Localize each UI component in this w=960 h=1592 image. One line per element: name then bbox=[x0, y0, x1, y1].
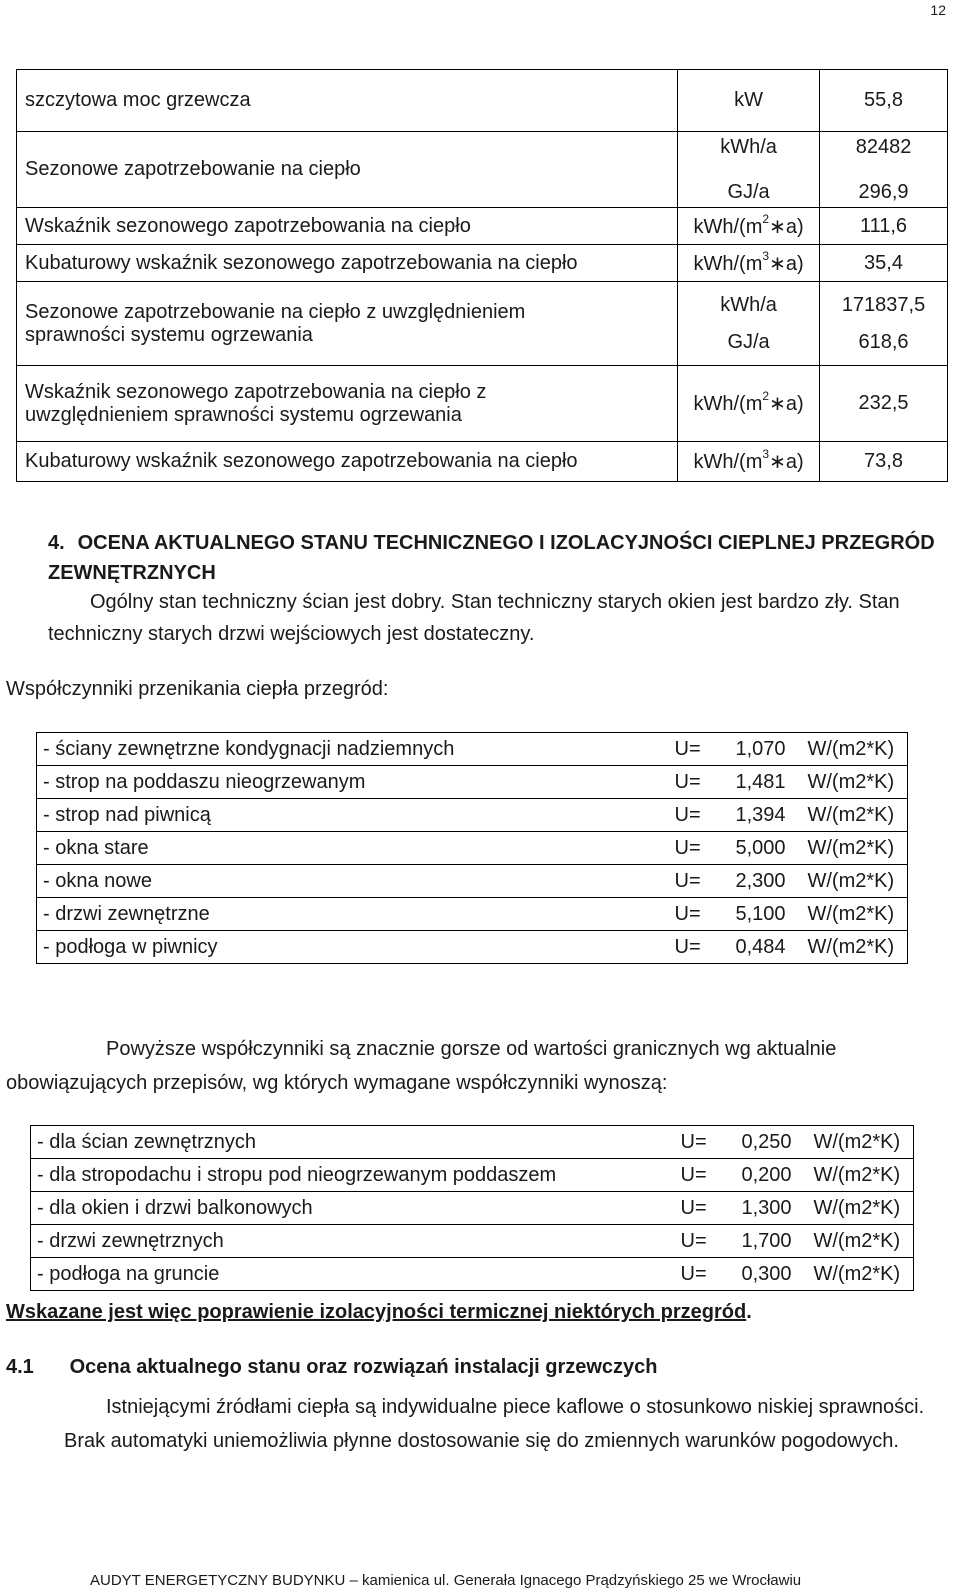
table-row bbox=[17, 70, 948, 132]
eq-sign: U= bbox=[674, 803, 701, 826]
coefficients-title: Współczynniki przenikania ciepła przegród: bbox=[6, 678, 389, 700]
eq-sign: U= bbox=[680, 1130, 707, 1153]
u-value: 1,394 bbox=[735, 803, 786, 826]
table-row bbox=[37, 733, 908, 766]
row-label: Kubaturowy wskaźnik sezonowego zapotrzebowania na ciepło bbox=[17, 245, 678, 282]
u-value: 1,481 bbox=[735, 770, 786, 793]
unit-1: kWh/a bbox=[720, 293, 777, 316]
u-unit: W/(m2*K) bbox=[807, 737, 895, 760]
row-label: - dla stropodachu i stropu pod nieogrzewanym poddaszem bbox=[37, 1163, 557, 1186]
table-row bbox=[17, 245, 948, 282]
section-title: OCENA AKTUALNEGO STANU TECHNICZNEGO I IZOLACYJNOŚCI CIEPLNEJ PRZEGRÓD ZEWNĘTRZNYCH bbox=[48, 532, 935, 584]
required-u-table bbox=[30, 1125, 914, 1291]
paragraph: Istniejącymi źródłami ciepła są indywidualne piece kaflowe o stosunkowo niskiej sprawności. Brak automatyki uniemożliwia płynne dostosowanie się do zmiennych warunków pogodowych. bbox=[64, 1396, 925, 1452]
row-value: 35,4 bbox=[820, 245, 948, 282]
eq-sign: U= bbox=[680, 1196, 707, 1219]
table-row bbox=[31, 1159, 914, 1192]
row-unit: kWh/$(m^3∗a)$ bbox=[678, 245, 820, 282]
table-row bbox=[17, 282, 948, 366]
row-label: - drzwi zewnętrzne bbox=[43, 902, 210, 925]
row-unit: kWh/$(m^3∗a)$ bbox=[678, 442, 820, 482]
u-value: 1,300 bbox=[741, 1196, 792, 1219]
table-row bbox=[31, 1258, 914, 1291]
row-label: szczytowa moc grzewcza bbox=[17, 70, 678, 132]
eq-sign: U= bbox=[674, 836, 701, 859]
value-2: 296,9 bbox=[858, 180, 909, 203]
row-value: 111,6 bbox=[820, 208, 948, 245]
current-u-table bbox=[36, 732, 908, 964]
section-heading: 4. OCENA AKTUALNEGO STANU TECHNICZNEGO I IZOLACYJNOŚCI CIEPLNEJ PRZEGRÓD ZEWNĘTRZNYCH bbox=[48, 532, 935, 584]
page-footer: AUDYT ENERGETYCZNY BUDYNKU – kamienica ul. Generała Ignacego Prądzyńskiego 25 we Wrocławiu bbox=[90, 1572, 802, 1589]
row-label: - dla okien i drzwi balkonowych bbox=[37, 1196, 313, 1219]
u-value: 0,250 bbox=[741, 1130, 792, 1153]
row-value bbox=[820, 282, 948, 366]
unit-1: kWh/a bbox=[720, 135, 777, 158]
row-value: 73,8 bbox=[820, 442, 948, 482]
table-row bbox=[31, 1225, 914, 1258]
u-unit: W/(m2*K) bbox=[807, 902, 895, 925]
value-1: 171837,5 bbox=[841, 293, 926, 316]
table-row bbox=[37, 832, 908, 865]
table-row bbox=[17, 366, 948, 442]
u-unit: W/(m2*K) bbox=[807, 836, 895, 859]
paragraph: Ogólny stan techniczny ścian jest dobry. Stan techniczny starych okien jest bardzo zły. Stan techniczny starych drzwi wejściowych jest dostateczny. bbox=[48, 591, 900, 645]
u-value: 0,300 bbox=[741, 1262, 792, 1285]
row-unit: kWh/$(m^2∗a)$ bbox=[678, 366, 820, 442]
row-label: - okna stare bbox=[43, 836, 149, 859]
table-row bbox=[31, 1126, 914, 1159]
eq-sign: U= bbox=[674, 869, 701, 892]
u-unit: W/(m2*K) bbox=[813, 1262, 901, 1285]
unit-2: GJ/a bbox=[727, 330, 770, 353]
row-unit: kWh/$(m^2∗a)$ bbox=[678, 208, 820, 245]
u-value: 1,070 bbox=[735, 737, 786, 760]
table-row bbox=[17, 132, 948, 208]
eq-sign: U= bbox=[674, 737, 701, 760]
table-row bbox=[37, 931, 908, 964]
row-label: - strop nad piwnicą bbox=[43, 803, 211, 826]
row-unit bbox=[678, 282, 820, 366]
row-unit bbox=[678, 132, 820, 208]
u-value: 0,200 bbox=[741, 1163, 792, 1186]
unit-2: GJ/a bbox=[727, 180, 770, 203]
u-unit: W/(m2*K) bbox=[807, 869, 895, 892]
table-row bbox=[37, 865, 908, 898]
u-unit: W/(m2*K) bbox=[813, 1229, 901, 1252]
paragraph: Powyższe współczynniki są znacznie gorsze od wartości granicznych wg aktualnie obowiązujących przepisów, wg których wymagane współczynniki wynoszą: bbox=[6, 1038, 837, 1094]
table-row bbox=[37, 766, 908, 799]
energy-demand-table bbox=[16, 69, 948, 482]
u-value: 2,300 bbox=[735, 869, 786, 892]
table-row bbox=[31, 1192, 914, 1225]
u-value: 5,100 bbox=[735, 902, 786, 925]
conclusion: Wskazane jest więc poprawienie izolacyjności termicznej niektórych przegród. bbox=[6, 1301, 752, 1323]
row-label: Wskaźnik sezonowego zapotrzebowania na ciepło bbox=[17, 208, 678, 245]
u-value: 1,700 bbox=[741, 1229, 792, 1252]
row-label: - podłoga na gruncie bbox=[37, 1262, 220, 1285]
u-unit: W/(m2*K) bbox=[807, 803, 895, 826]
eq-sign: U= bbox=[674, 935, 701, 958]
table-row bbox=[17, 442, 948, 482]
row-label: Wskaźnik sezonowego zapotrzebowania na ciepło z uwzględnieniem sprawności systemu ogrzewania bbox=[17, 366, 678, 442]
row-value: 232,5 bbox=[820, 366, 948, 442]
u-unit: W/(m2*K) bbox=[807, 770, 895, 793]
eq-sign: U= bbox=[680, 1262, 707, 1285]
u-unit: W/(m2*K) bbox=[807, 935, 895, 958]
eq-sign: U= bbox=[680, 1163, 707, 1186]
row-label: - strop na poddaszu nieogrzewanym bbox=[43, 770, 366, 793]
row-label: Kubaturowy wskaźnik sezonowego zapotrzebowania na ciepło bbox=[17, 442, 678, 482]
row-label: Sezonowe zapotrzebowanie na ciepło bbox=[17, 132, 678, 208]
u-value: 5,000 bbox=[735, 836, 786, 859]
table-row bbox=[37, 799, 908, 832]
u-value: 0,484 bbox=[735, 935, 786, 958]
row-label: - ściany zewnętrzne kondygnacji nadziemnych bbox=[43, 737, 455, 760]
row-label: - podłoga w piwnicy bbox=[43, 935, 218, 958]
row-value: 55,8 bbox=[820, 70, 948, 132]
subsection-title: Ocena aktualnego stanu oraz rozwiązań instalacji grzewczych bbox=[69, 1356, 658, 1378]
u-unit: W/(m2*K) bbox=[813, 1196, 901, 1219]
row-label: - drzwi zewnętrznych bbox=[37, 1229, 224, 1252]
table-row bbox=[17, 208, 948, 245]
page-number: 12 bbox=[930, 2, 946, 18]
table-row bbox=[37, 898, 908, 931]
eq-sign: U= bbox=[674, 770, 701, 793]
row-label: Sezonowe zapotrzebowanie na ciepło z uwzględnieniem sprawności systemu ogrzewania bbox=[17, 282, 678, 366]
value-2: 618,6 bbox=[858, 330, 909, 353]
row-value bbox=[820, 132, 948, 208]
row-label: - okna nowe bbox=[43, 869, 152, 892]
eq-sign: U= bbox=[680, 1229, 707, 1252]
row-unit: kW bbox=[678, 70, 820, 132]
value-1: 82482 bbox=[855, 135, 912, 158]
u-unit: W/(m2*K) bbox=[813, 1130, 901, 1153]
subsection-heading: 4.1 Ocena aktualnego stanu oraz rozwiązań instalacji grzewczych bbox=[6, 1356, 658, 1378]
eq-sign: U= bbox=[674, 902, 701, 925]
u-unit: W/(m2*K) bbox=[813, 1163, 901, 1186]
row-label: - dla ścian zewnętrznych bbox=[37, 1130, 256, 1153]
